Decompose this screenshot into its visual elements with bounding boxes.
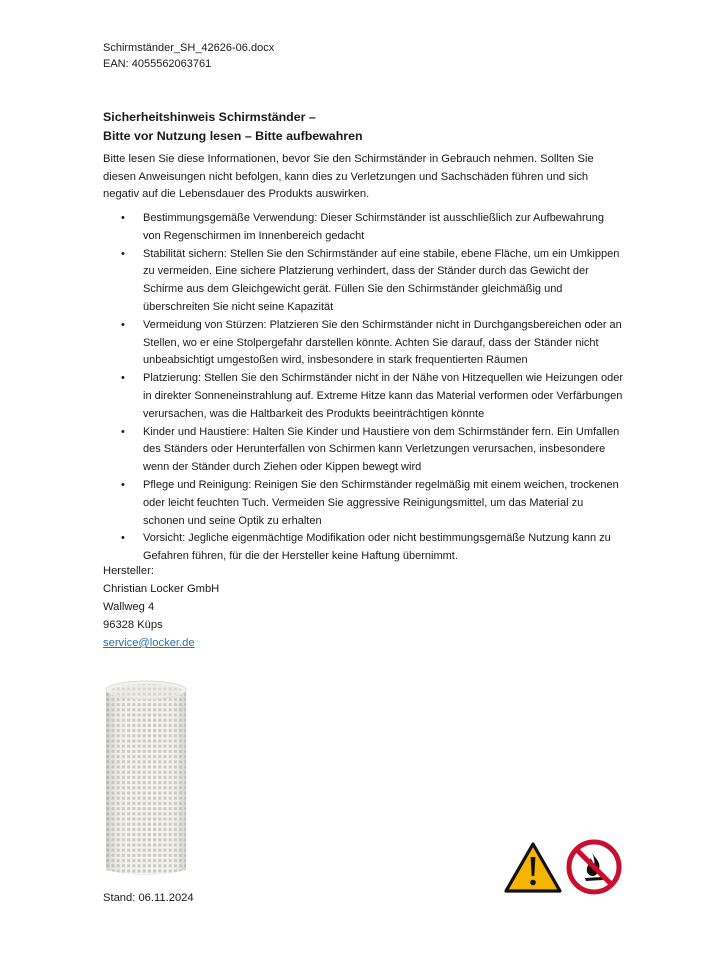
file-name: Schirmständer_SH_42626-06.docx [103, 42, 275, 54]
list-item-text: Bestimmungsgemäße Verwendung: Dieser Schirmständer ist ausschließlich zur Aufbewahrung von Regenschirmen im Innenbereich gedacht [143, 212, 604, 242]
list-item [103, 530, 623, 566]
bullet-icon: • [121, 212, 125, 224]
manufacturer-email-link[interactable]: service@locker.de [103, 637, 195, 649]
bullet-icon: • [121, 247, 125, 260]
revision-date: Stand: 06.11.2024 [103, 892, 194, 904]
list-item-text: Pflege und Reinigung: Reinigen Sie den Schirmständer regelmäßig mit einem weichen, trockenen oder leicht feuchten Tuch. Vermeiden Sie aggressive Reinigungsmittel, um das Material zu schonen und seine Optik zu erhalten [143, 478, 619, 527]
manufacturer-name: Christian Locker GmbH [103, 583, 220, 595]
title-line-2: Bitte vor Nutzung lesen – Bitte aufbewahren [103, 129, 363, 143]
manufacturer-label: Hersteller: [103, 565, 154, 577]
bullet-icon: • [121, 532, 125, 545]
list-item [103, 317, 623, 370]
bullet-icon: • [121, 478, 125, 491]
document-title [103, 108, 363, 146]
document-header [103, 40, 274, 72]
list-item [103, 370, 623, 423]
list-item-text: Kinder und Haustiere: Halten Sie Kinder und Haustiere von dem Schirmständer fern. Ein Umfallen des Ständers oder Herunterfallen von Schirmen kann Verletzungen verursachen, insbesondere wenn der Ständer durch Ziehen oder Kippen bewegt wird [143, 425, 620, 474]
manufacturer-street: Wallweg 4 [103, 601, 155, 613]
title-line-1: Sicherheitshinweis Schirmständer – [103, 110, 316, 124]
manufacturer-city: 96328 Küps [103, 619, 163, 631]
bullet-icon: • [121, 425, 125, 438]
ean-code: EAN: 4055562063761 [103, 58, 212, 70]
no-open-flame-icon [566, 839, 622, 895]
list-item [103, 477, 623, 530]
list-item [103, 424, 623, 477]
list-item-text: Vermeidung von Stürzen: Platzieren Sie den Schirmständer nicht in Durchgangsbereichen oder an Stellen, wo er eine Stolpergefahr darstellen könnte. Achten Sie darauf, dass der Ständer nicht unbeabsichtigt umgestoßen wird, insbesondere in stark frequentierten Räumen [143, 318, 622, 367]
list-item [103, 246, 623, 317]
list-item-text: Vorsicht: Jegliche eigenmächtige Modifikation oder nicht bestimmungsgemäße Nutzung kann zu Gefahren führen, für die der Hersteller keine Haftung übernimmt. [143, 532, 611, 563]
intro-paragraph: Bitte lesen Sie diese Informationen, bevor Sie den Schirmständer in Gebrauch nehmen. Sollten Sie diesen Anweisungen nicht befolgen, kann dies zu Verletzungen und Sachschäden führen und sich negativ auf die Lebensdauer des Produkts auswirken. [103, 153, 594, 201]
bullet-icon: • [121, 372, 125, 385]
bullet-icon: • [121, 318, 125, 331]
list-item [103, 210, 623, 246]
manufacturer-block [103, 562, 219, 652]
umbrella-stand-image [100, 676, 192, 878]
warning-triangle-icon [504, 842, 562, 894]
list-item-text: Stabilität sichern: Stellen Sie den Schirmständer auf eine stabile, ebene Fläche, um ein Umkippen zu vermeiden. Eine sichere Platzierung verhindert, dass der Ständer durch das Gewicht der Schirme aus dem Gleichgewicht gerät. Füllen Sie den Schirmständer gleichmäßig und überschreiten Sie nicht seine Kapazität [143, 247, 620, 313]
list-item-text: Platzierung: Stellen Sie den Schirmständer nicht in der Nähe von Hitzequellen wie Heizungen oder in direkter Sonneneinstrahlung auf. Extreme Hitze kann das Material verformen oder Verfärbungen verursachen, was die Haltbarkeit des Produkts beeinträchtigen könnte [143, 372, 623, 420]
safety-list [103, 210, 623, 566]
